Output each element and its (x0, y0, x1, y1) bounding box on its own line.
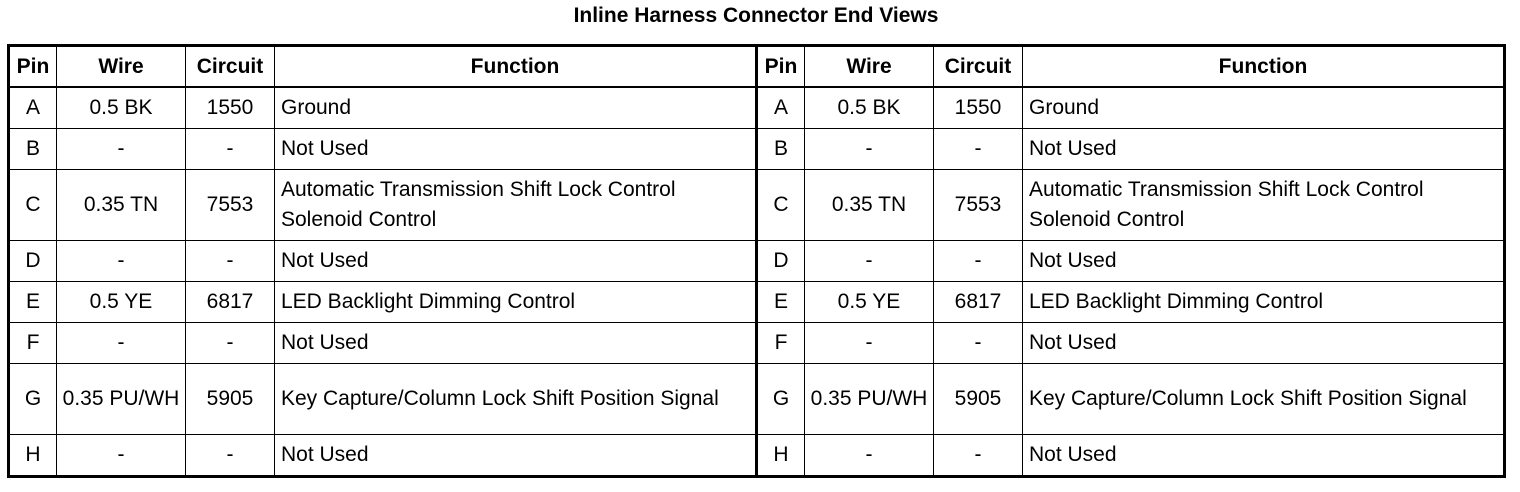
table-row (9, 364, 1505, 435)
pin-cell: B (9, 129, 57, 170)
wire-cell: 0.5 BK (805, 87, 934, 129)
pin-cell: D (9, 241, 57, 282)
circuit-cell: 1550 (934, 87, 1023, 129)
function-cell: Not Used (275, 435, 757, 477)
circuit-cell: 5905 (934, 364, 1023, 435)
wire-cell: 0.5 YE (57, 282, 186, 323)
table-row (9, 87, 1505, 129)
function-cell: Not Used (275, 323, 757, 364)
table-row (9, 435, 1505, 477)
wire-cell: - (57, 323, 186, 364)
table-row (9, 323, 1505, 364)
wire-cell: - (805, 435, 934, 477)
header-pin: Pin (757, 46, 805, 88)
function-cell: LED Backlight Dimming Control (1023, 282, 1505, 323)
header-pin: Pin (9, 46, 57, 88)
header-wire: Wire (57, 46, 186, 88)
connector-table (7, 44, 1506, 478)
wire-cell: - (57, 129, 186, 170)
table-row (9, 241, 1505, 282)
circuit-cell: - (186, 129, 275, 170)
table-row (9, 129, 1505, 170)
function-cell: Automatic Transmission Shift Lock Control Solenoid Control (1023, 170, 1505, 241)
function-cell: Not Used (275, 241, 757, 282)
table-row (9, 282, 1505, 323)
wire-cell: 0.35 PU/WH (805, 364, 934, 435)
header-function: Function (275, 46, 757, 88)
circuit-cell: 7553 (934, 170, 1023, 241)
pin-cell: G (9, 364, 57, 435)
circuit-cell: - (186, 241, 275, 282)
circuit-cell: - (186, 323, 275, 364)
pin-cell: H (9, 435, 57, 477)
function-cell: Not Used (1023, 323, 1505, 364)
function-cell: Not Used (1023, 241, 1505, 282)
page-title: Inline Harness Connector End Views (573, 4, 939, 27)
wire-cell: 0.35 PU/WH (57, 364, 186, 435)
circuit-cell: - (186, 435, 275, 477)
wire-cell: - (57, 241, 186, 282)
pin-cell: E (757, 282, 805, 323)
pin-cell: A (757, 87, 805, 129)
function-cell: Ground (1023, 87, 1505, 129)
circuit-cell: - (934, 435, 1023, 477)
function-cell: Ground (275, 87, 757, 129)
wire-cell: 0.35 TN (57, 170, 186, 241)
circuit-cell: 1550 (186, 87, 275, 129)
pin-cell: B (757, 129, 805, 170)
function-cell: LED Backlight Dimming Control (275, 282, 757, 323)
pin-cell: C (9, 170, 57, 241)
header-circuit: Circuit (934, 46, 1023, 88)
pin-cell: C (757, 170, 805, 241)
wire-cell: 0.35 TN (805, 170, 934, 241)
circuit-cell: 5905 (186, 364, 275, 435)
pin-cell: D (757, 241, 805, 282)
function-cell: Not Used (1023, 129, 1505, 170)
circuit-cell: 6817 (186, 282, 275, 323)
circuit-cell: - (934, 129, 1023, 170)
header-row (9, 46, 1505, 88)
function-cell: Not Used (275, 129, 757, 170)
wire-cell: 0.5 YE (805, 282, 934, 323)
pin-cell: G (757, 364, 805, 435)
pin-cell: F (9, 323, 57, 364)
pin-cell: E (9, 282, 57, 323)
circuit-cell: - (934, 323, 1023, 364)
circuit-cell: 6817 (934, 282, 1023, 323)
circuit-cell: - (934, 241, 1023, 282)
wire-cell: - (805, 241, 934, 282)
table-row (9, 170, 1505, 241)
function-cell: Not Used (1023, 435, 1505, 477)
header-wire: Wire (805, 46, 934, 88)
wire-cell: - (805, 323, 934, 364)
wire-cell: - (805, 129, 934, 170)
pin-cell: A (9, 87, 57, 129)
circuit-cell: 7553 (186, 170, 275, 241)
function-cell: Key Capture/Column Lock Shift Position Signal (275, 364, 757, 435)
header-circuit: Circuit (186, 46, 275, 88)
function-cell: Key Capture/Column Lock Shift Position Signal (1023, 364, 1505, 435)
wire-cell: 0.5 BK (57, 87, 186, 129)
wire-cell: - (57, 435, 186, 477)
header-function: Function (1023, 46, 1505, 88)
pin-cell: F (757, 323, 805, 364)
function-cell: Automatic Transmission Shift Lock Control Solenoid Control (275, 170, 757, 241)
pin-cell: H (757, 435, 805, 477)
